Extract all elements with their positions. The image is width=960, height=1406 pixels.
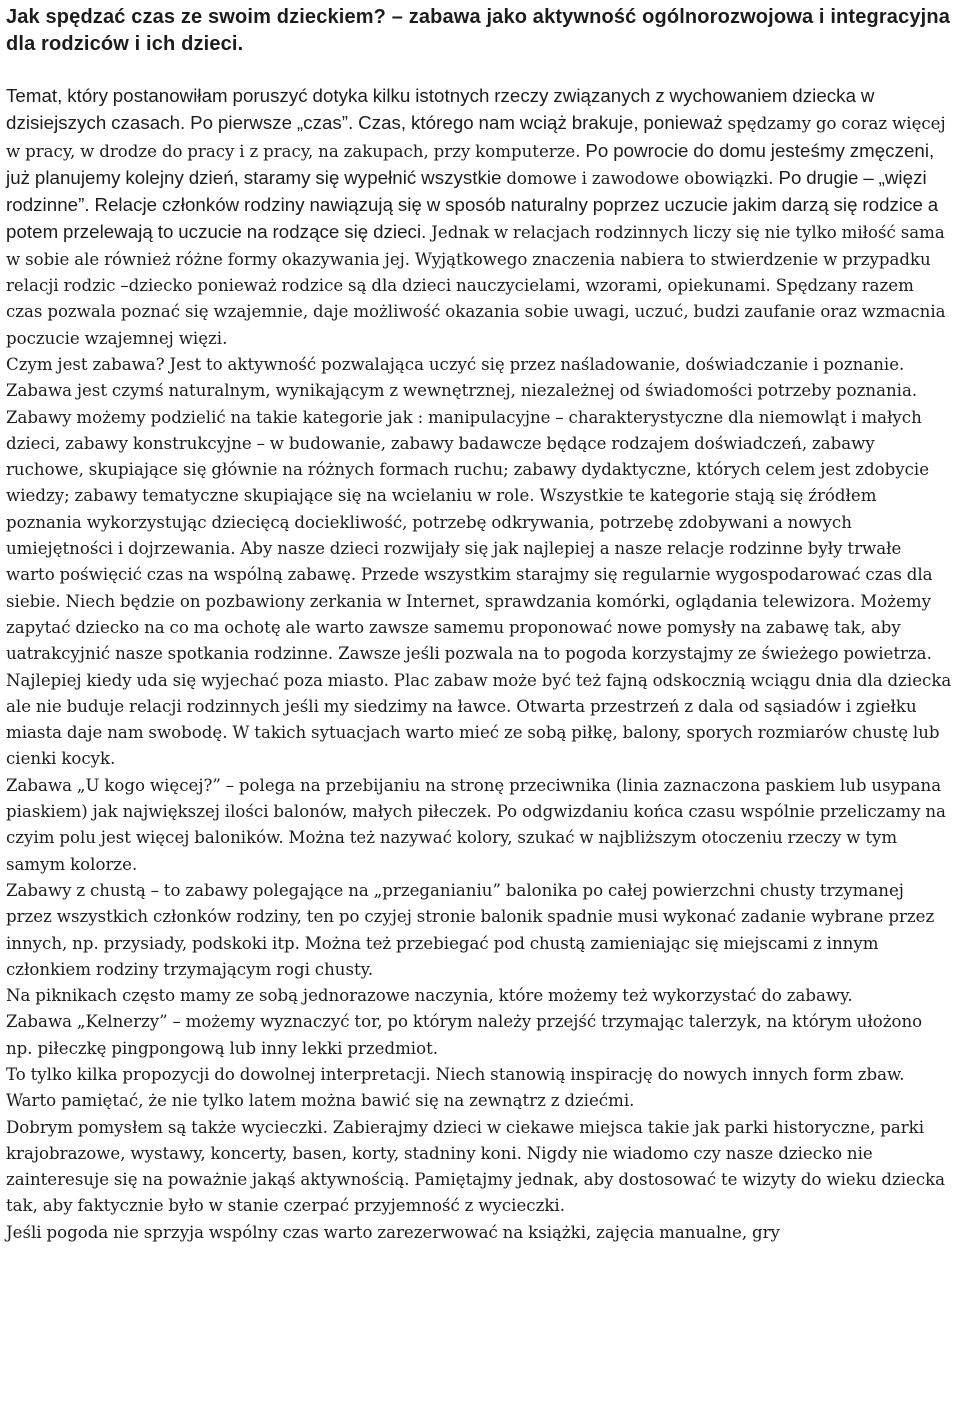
paragraph-text-segment: Po drugie – „więzi rodzinne”. Relacje członków rodziny nawiązują się w sposób naturalny poprzez uczucie jakim darzą się rodzice a potem przelewają to uczucie na rodzące się dzieci. xyxy=(6,166,939,243)
paragraph xyxy=(6,352,952,773)
paragraph-text-segment: Zabawy z chustą – to zabawy polegające na „przeganianiu” balonika po całej powierzchni chusty trzymanej przez wszystkich członków rodziny, ten po czyjej stronie balonik spadnie musi wykonać zadanie wybrane przez innych, np. przysiady, podskoki itp. Można też przebiegać pod chustą zamieniając się miejscami z innym członkiem rodziny trzymającym rogi chusty. xyxy=(6,880,935,979)
paragraph-text-segment: To tylko kilka propozycji do dowolnej interpretacji. Niech stanowią inspirację do nowych innych form zbaw. Warto pamiętać, że nie tylko latem można bawić się na zewnątrz z dziećmi. xyxy=(6,1064,905,1111)
paragraph xyxy=(6,878,952,983)
paragraph xyxy=(6,773,952,878)
paragraph-text-segment: Zabawa „Kelnerzy” – możemy wyznaczyć tor, po którym należy przejść trzymając talerzyk, na którym ułożono np. piłeczkę pingpongową lub inny lekki przedmiot. xyxy=(6,1012,923,1058)
document-title: Jak spędzać czas ze swoim dzieckiem? – zabawa jako aktywność ogólnorozwojowa i integracyjna dla rodziców i ich dzieci. xyxy=(6,6,950,55)
paragraph-text-segment: Jednak w relacjach rodzinnych liczy się nie tylko miłość sama w sobie ale również różne formy okazywania jej. Wyjątkowego znaczenia nabiera to stwierdzenie w przypadku relacji rodzic –dziecko ponieważ rodzice są dla dzieci nauczycielami, wzorami, opiekunami. Spędzany razem czas pozwala poznać się wzajemnie, daje możliwość okazania sobie uwagi, uczuć, budzi zaufanie oraz wzmacnia poczucie wzajemnej więzi. xyxy=(6,223,946,348)
paragraph xyxy=(6,83,952,352)
paragraph-text-segment: spędzamy go coraz więcej w pracy, w drodze do pracy i z pracy, na zakupach, przy komputerze. xyxy=(6,114,946,161)
paragraph-text-segment: Po powrocie do domu jesteśmy zmęczeni, już planujemy kolejny dzień, staramy się wypełnić wszystkie xyxy=(6,139,935,188)
paragraph-text-segment: domowe i zawodowe obowiązki. xyxy=(506,168,779,188)
document-page xyxy=(6,4,952,1246)
document-body xyxy=(6,83,952,1246)
paragraph xyxy=(6,1220,952,1246)
paragraph-text-segment: Temat, który postanowiłam poruszyć dotyka kilku istotnych rzeczy związanych z wychowaniem dziecka w dzisiejszych czasach. Po pierwsze „czas”. Czas, którego nam wciąż brakuje, ponieważ xyxy=(6,85,875,134)
paragraph xyxy=(6,1115,952,1220)
paragraph-text-segment: Jeśli pogoda nie sprzyja wspólny czas warto zarezerwować na książki, zajęcia manualne, gry xyxy=(6,1222,780,1242)
paragraph-text-segment: Czym jest zabawa? Jest to aktywność pozwalająca uczyć się przez naśladowanie, doświadczanie i poznanie. Zabawa jest czymś naturalnym, wynikającym z wewnętrznej, niezależnej od świadomości potrzeby poznania. Zabawy możemy podzielić na takie kategorie jak : manipulacyjne – charakterystyczne dla niemowląt i małych dzieci, zabawy konstrukcyjne – w budowanie, zabawy badawcze będące rodzajem doświadczeń, zabawy ruchowe, skupiające się głównie na różnych formach ruchu; zabawy dydaktyczne, których celem jest zdobycie wiedzy; zabawy tematyczne skupiające się na wcielaniu w role. Wszystkie te kategorie stają się źródłem poznania wykorzystując dziecięcą dociekliwość, potrzebę odkrywania, potrzebę zdobywani a nowych umiejętności i dojrzewania. Aby nasze dzieci rozwijały się jak najlepiej a nasze relacje rodzinne były trwałe warto poświęcić czas na wspólną zabawę. Przede wszystkim starajmy się regularnie wygospodarować czas dla siebie. Niech będzie on pozbawiony zerkania w Internet, sprawdzania komórki, oglądania telewizora. Możemy zapytać dziecko na co ma ochotę ale warto zawsze samemu proponować nowe pomysły na zabawę tak, aby uatrakcyjnić nasze spotkania rodzinne. Zawsze jeśli pozwala na to pogoda korzystajmy ze świeżego powietrza. Najlepiej kiedy uda się wyjechać poza miasto. Plac zabaw może być też fajną odskocznią wciągu dnia dla dziecka ale nie buduje relacji rodzinnych jeśli my siedzimy na ławce. Otwarta przestrzeń z dala od sąsiadów i zgiełku miasta daje nam swobodę. W takich sytuacjach warto mieć ze sobą piłkę, balony, sporych rozmiarów chustę lub cienki kocyk. xyxy=(6,354,952,769)
paragraph xyxy=(6,1009,952,1062)
paragraph-text-segment: Zabawa „U kogo więcej?” – polega na przebijaniu na stronę przeciwnika (linia zaznaczona paskiem lub usypana piaskiem) jak największej ilości balonów, małych piłeczek. Po odgwizdaniu końca czasu wspólnie przeliczamy na czyim polu jest więcej baloników. Można też nazywać kolory, szukać w najbliższym otoczeniu rzeczy w tym samym kolorze. xyxy=(6,775,946,874)
paragraph-text-segment: Dobrym pomysłem są także wycieczki. Zabierajmy dzieci w ciekawe miejsca takie jak parki historyczne, parki krajobrazowe, wystawy, koncerty, basen, korty, stadniny koni. Nigdy nie wiadomo czy nasze dziecko nie zainteresuje się na poważnie jakąś aktywnością. Pamiętajmy jednak, aby dostosować te wizyty do wieku dziecka tak, aby faktycznie było w stanie czerpać przyjemność z wycieczki. xyxy=(6,1117,946,1216)
paragraph xyxy=(6,983,952,1009)
paragraph-text-segment: Na piknikach często mamy ze sobą jednorazowe naczynia, które możemy też wykorzystać do zabawy. xyxy=(6,986,853,1006)
paragraph xyxy=(6,1062,952,1115)
